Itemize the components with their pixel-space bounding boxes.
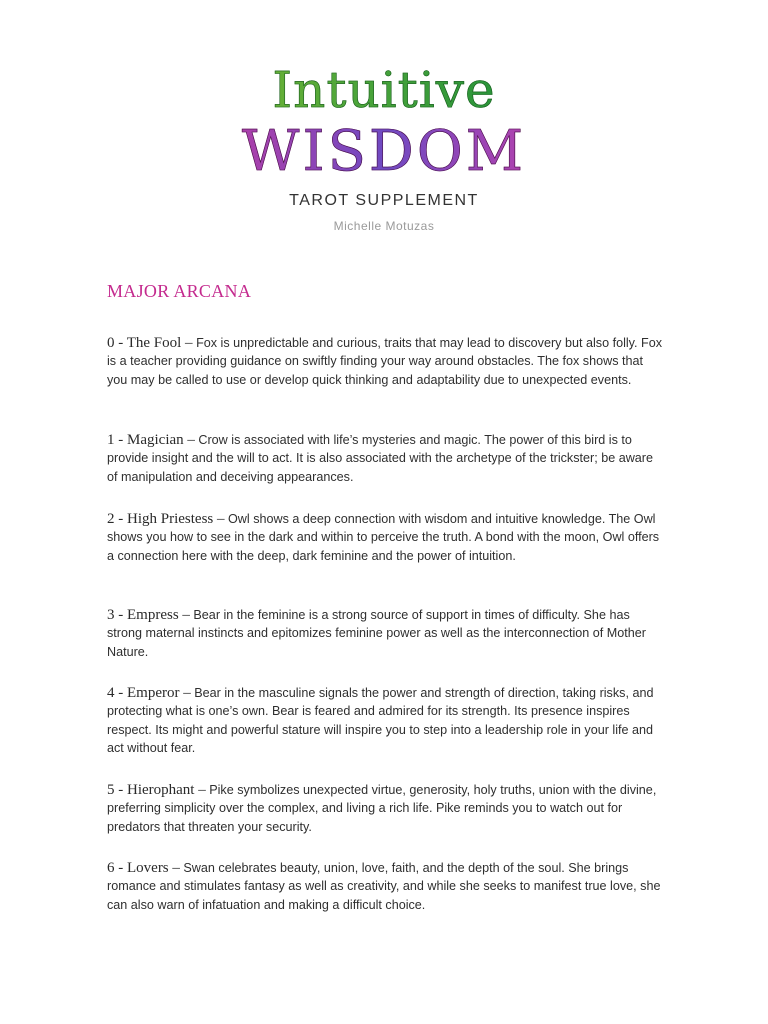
card-title: 0 - The Fool – bbox=[107, 335, 193, 351]
card-description: Bear in the masculine signals the power and strength of direction, taking risks, and protecting what is one’s own. Bear is feared and admired for its strength. Its presence inspires respect. Its might and powerful stature will inspire you to step into a leadership role in your life and act without fear. bbox=[107, 686, 654, 755]
card-entry bbox=[107, 859, 663, 914]
card-title: 3 - Empress – bbox=[107, 607, 190, 623]
card-title: 1 - Magician – bbox=[107, 432, 195, 448]
card-title: 2 - High Priestess – bbox=[107, 511, 225, 527]
card-entry bbox=[107, 606, 663, 661]
card-description: Bear in the feminine is a strong source of support in times of difficulty. She has strong maternal instincts and epitomizes feminine power as well as the interconnection of Mother Nature. bbox=[107, 608, 647, 659]
card-description: Owl shows a deep connection with wisdom and intuitive knowledge. The Owl shows you how to see in the dark and within to perceive the truth. A bond with the moon, Owl offers a connection here with the deep, dark feminine and the power of intuition. bbox=[107, 512, 660, 563]
card-description: Pike symbolizes unexpected virtue, generosity, holy truths, union with the divine, preferring simplicity over the complex, and living a rich life. Pike reminds you to watch out for predators that threaten your security. bbox=[107, 783, 657, 834]
card-title: 4 - Emperor – bbox=[107, 685, 191, 701]
author-name: Michelle Motuzas bbox=[333, 219, 435, 233]
card-entry bbox=[107, 431, 663, 486]
card-entry bbox=[107, 781, 663, 836]
card-entry bbox=[107, 334, 663, 389]
section-heading: MAJOR ARCANA bbox=[107, 281, 252, 301]
card-description: Swan celebrates beauty, union, love, faith, and the depth of the soul. She brings romance and stimulates fantasy as well as creativity, and while she seeks to manifest true love, she can also warn of infatuation and making a difficult choice. bbox=[107, 861, 661, 912]
card-description: Crow is associated with life’s mysteries and magic. The power of this bird is to provide insight and the will to act. It is also associated with the archetype of the trickster; be aware of manipulation and deceiving appearances. bbox=[107, 433, 654, 484]
document-subtitle: TAROT SUPPLEMENT bbox=[289, 192, 479, 209]
card-entry bbox=[107, 510, 663, 565]
card-entry bbox=[107, 684, 663, 757]
logo-line-2: WISDOM bbox=[0, 122, 768, 182]
logo-line-1: Intuitive bbox=[0, 62, 768, 118]
card-title: 6 - Lovers – bbox=[107, 860, 180, 876]
card-description: Fox is unpredictable and curious, traits that may lead to discovery but also folly. Fox is a teacher providing guidance on swiftly finding your way around obstacles. The fox shows that you may be called to use or develop quick thinking and adaptability due to unexpected events. bbox=[107, 336, 663, 387]
logo bbox=[0, 62, 768, 182]
card-title: 5 - Hierophant – bbox=[107, 782, 206, 798]
